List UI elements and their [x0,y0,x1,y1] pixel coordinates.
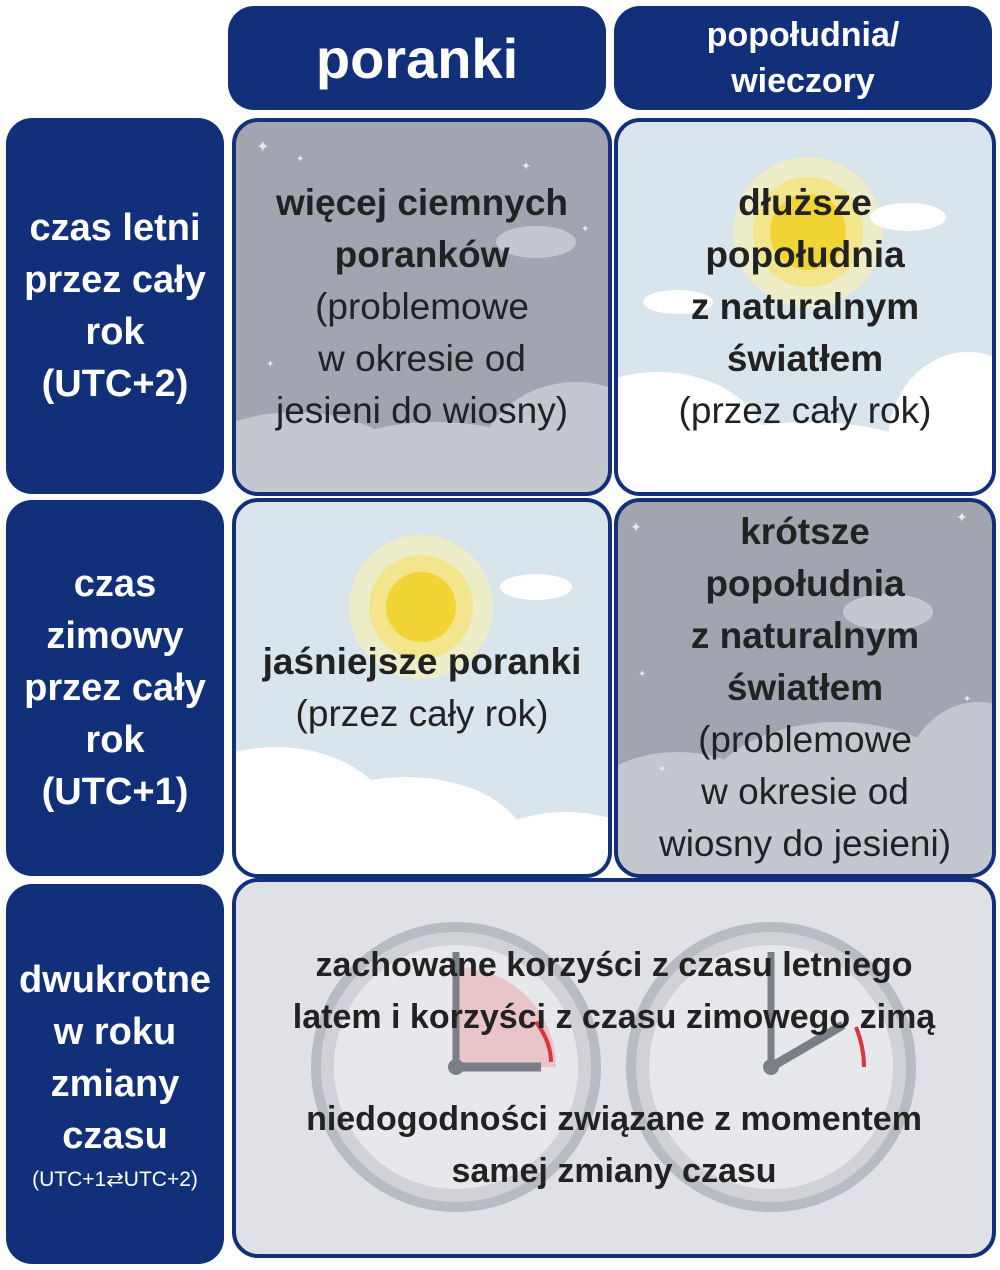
svg-text:✦: ✦ [256,139,270,156]
header-afternoons [614,6,992,110]
row-label-line: przez cały [24,259,206,301]
cell-bold-line: z naturalnym [690,286,920,327]
cell-normal-line: (problemowe [315,286,529,327]
cell-bold-line: światłem [726,338,884,379]
header-mornings-label: poranki [315,26,519,90]
cell-normal-line: (przez cały rok) [295,693,549,734]
cell-normal-line: (problemowe [698,719,912,760]
svg-text:✦: ✦ [521,159,532,173]
row-label-line: w roku [53,1011,177,1053]
cell-normal-line: wiosny do jesieni) [658,823,952,864]
cell-bold-line: jaśniejsze poranki [262,641,582,682]
row-label-line: czasu [62,1115,168,1157]
cell-normal-line: jesieni do wiosny) [275,390,569,431]
row-label-line: dwukrotne [18,959,212,1001]
cell-bold-line: samej zmiany czasu [451,1152,777,1190]
cell-bold-line: z naturalnym [690,615,920,656]
svg-text:✦: ✦ [266,359,275,370]
svg-text:✦: ✦ [658,764,667,775]
svg-text:✦: ✦ [296,154,305,165]
row-label-line: zimowy [46,615,184,657]
header-afternoons-line1: popołudnia/ [706,16,900,54]
row-label-line: (UTC+2) [41,363,189,405]
svg-text:✦: ✦ [638,669,647,680]
row-label-utc-range: (UTC+1⇄UTC+2) [32,1168,198,1191]
row-label-line: rok [85,719,145,761]
cell-normal-line: (przez cały rok) [678,390,932,431]
svg-text:✦: ✦ [581,224,590,235]
row-label-line: (UTC+1) [41,771,189,813]
row-label-summer-time [6,118,224,494]
svg-text:✦: ✦ [956,509,968,525]
row-label-line: zmiany [50,1063,180,1105]
cell-summer-mornings [232,118,612,496]
row-label-line: rok [85,311,145,353]
row-label-line: czas letni [29,207,201,249]
cell-clock-change [232,878,996,1258]
row-label-line: czas [73,563,157,605]
cell-normal-line: w okresie od [318,338,526,379]
cell-bold-line: dłuższe [738,182,872,223]
cell-bold-line: światłem [726,667,884,708]
row-label-winter-time [6,500,224,876]
cell-bold-line: więcej ciemnych [275,182,569,223]
header-afternoons-line2: wieczory [731,62,875,100]
header-mornings [228,6,606,110]
svg-text:✦: ✦ [630,519,642,535]
cell-bold-line: zachowane korzyści z czasu letniego [315,946,913,984]
cell-bold-line: krótsze [740,511,870,552]
cell-bold-line: popołudnia [705,234,905,275]
cell-bold-line: niedogodności związane z momentem [306,1100,922,1138]
cell-bold-line: poranków [334,234,510,275]
cell-summer-afternoons [614,118,996,496]
cell-winter-afternoons [614,498,996,878]
cell-normal-line: w okresie od [701,771,909,812]
cell-bold-line: popołudnia [705,563,905,604]
cell-winter-mornings [232,498,612,878]
row-label-clock-change [6,884,224,1264]
row-label-line: przez cały [24,667,206,709]
cell-bold-line: latem i korzyści z czasu zimowego zimą [292,998,936,1036]
svg-text:✦: ✦ [963,694,972,705]
